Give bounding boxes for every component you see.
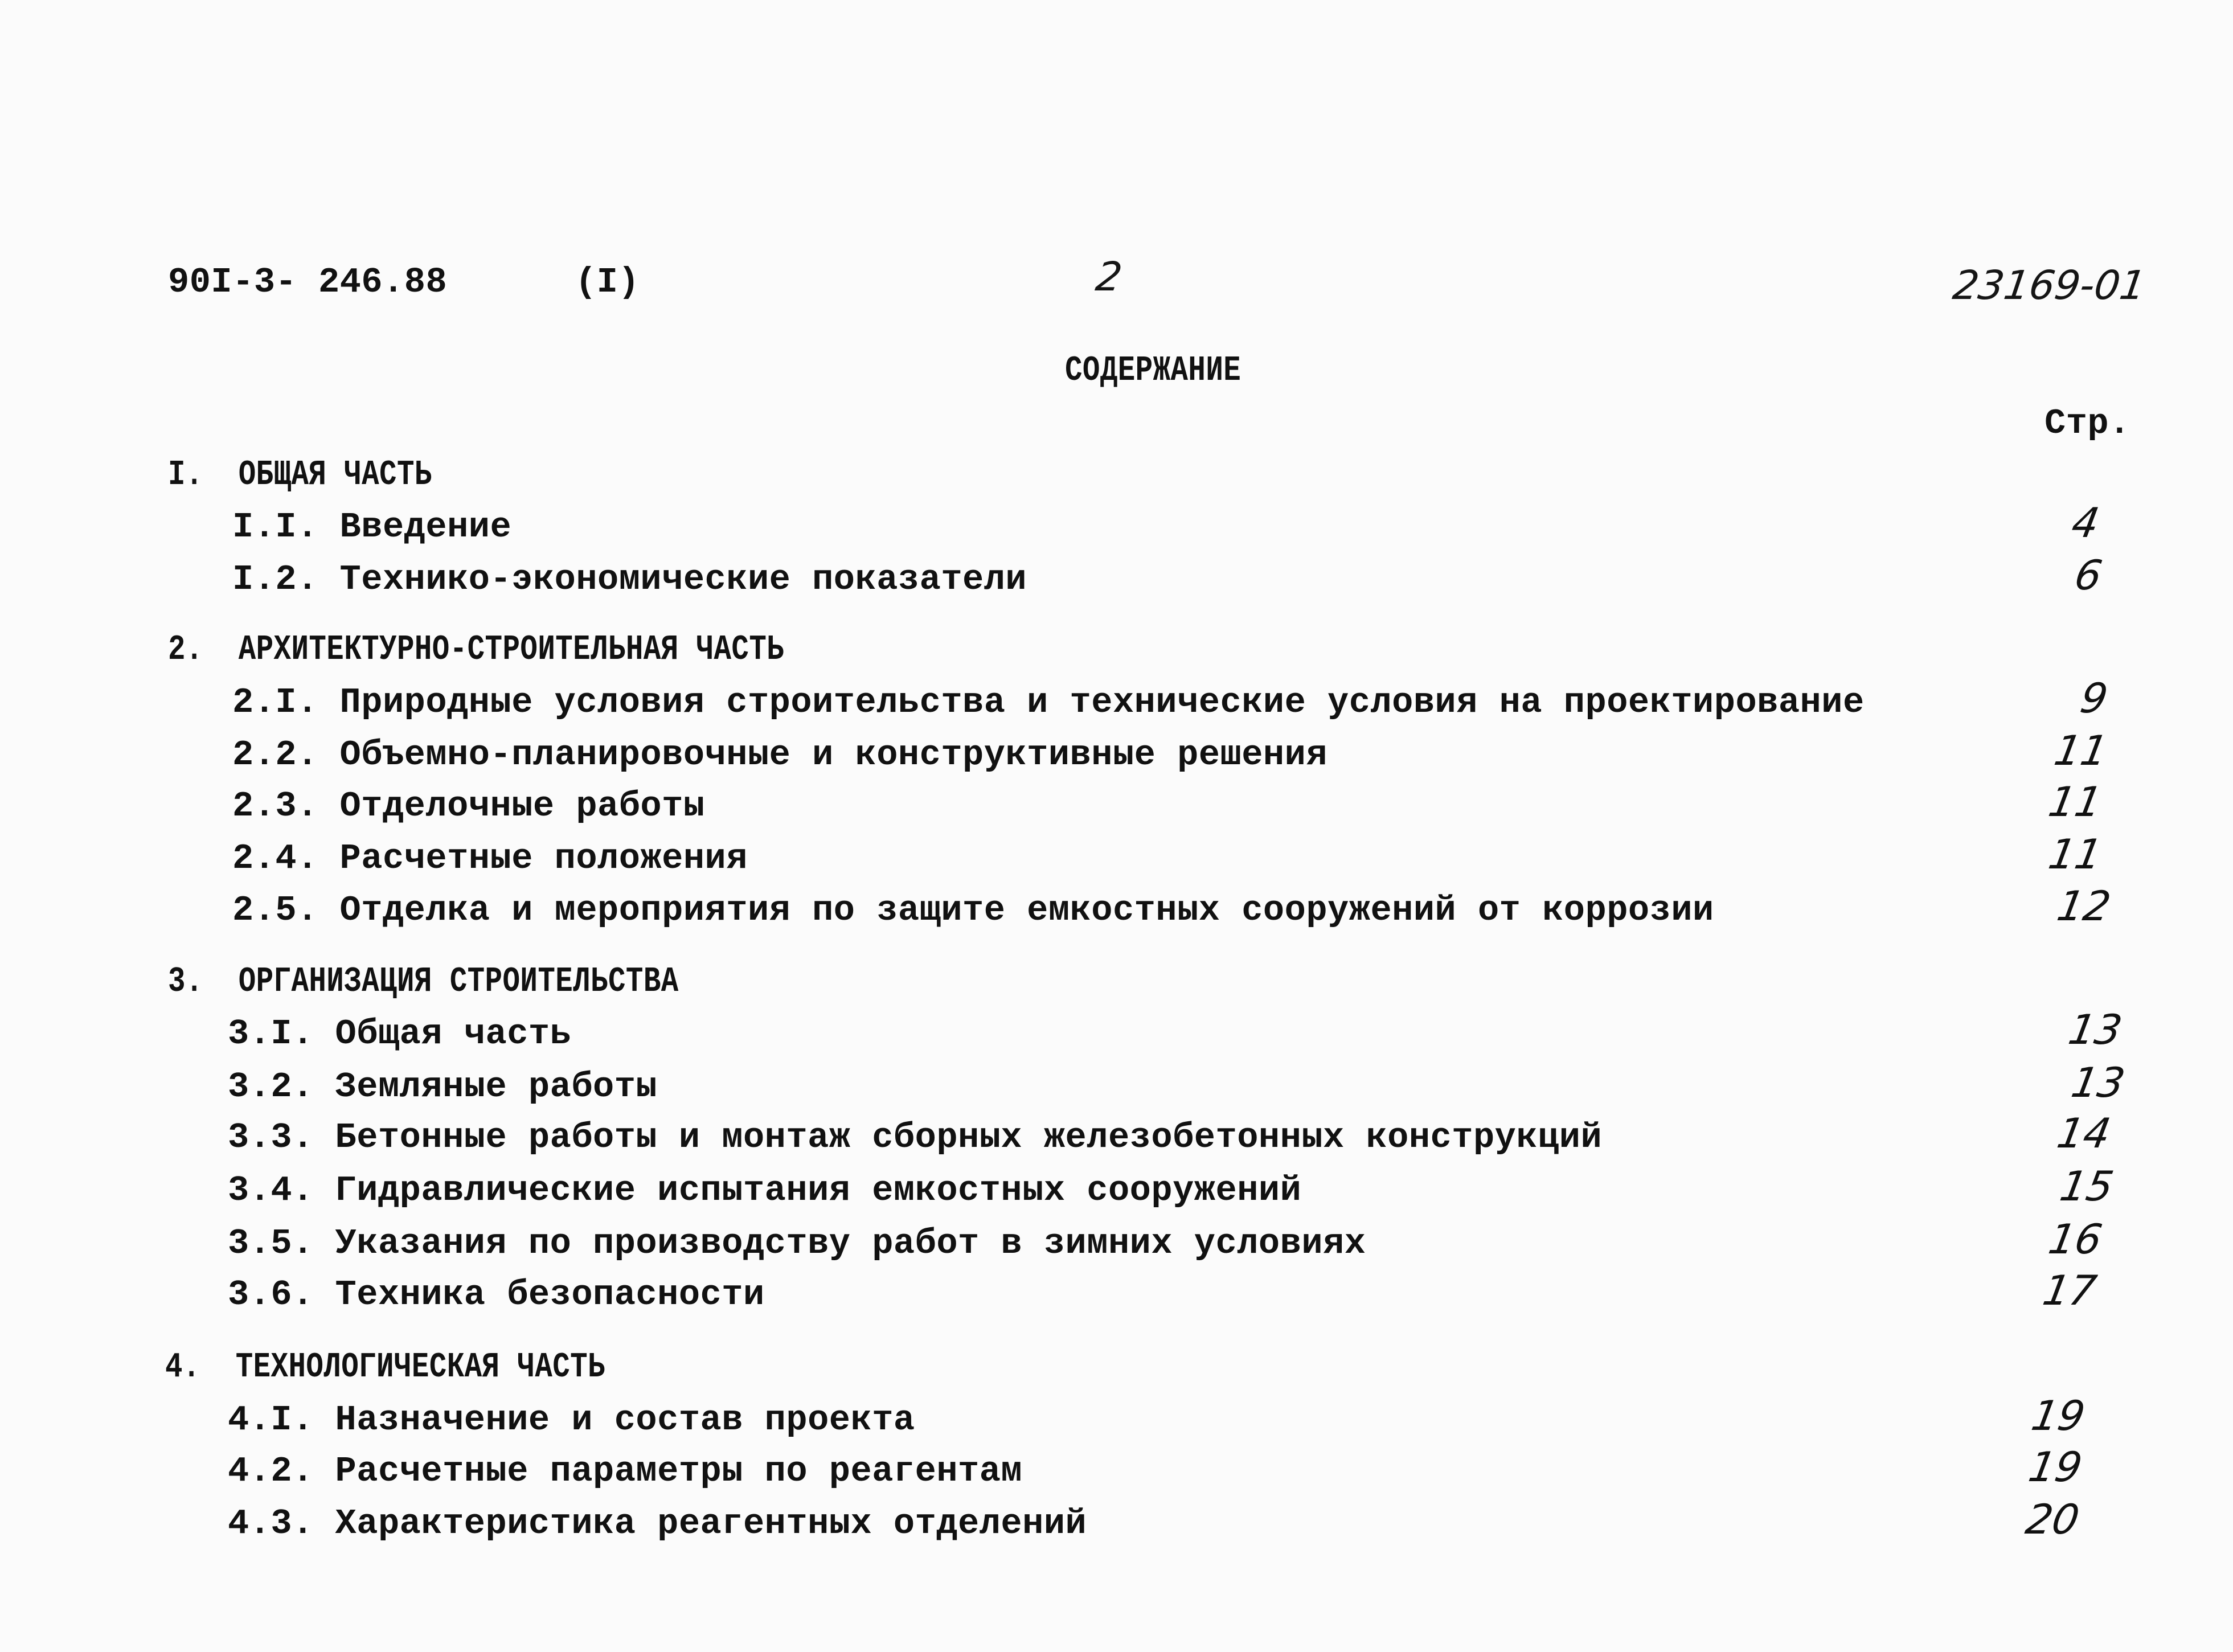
toc-item xyxy=(228,1008,571,1060)
item-title: Характеристика реагентных отделений xyxy=(335,1503,1087,1544)
item-number: 4.3. xyxy=(228,1503,314,1544)
toc-item xyxy=(228,1445,1022,1498)
item-page-number: 19 xyxy=(2025,1443,2086,1491)
item-number: 3.6. xyxy=(228,1274,314,1315)
item-page-number: 9 xyxy=(2076,674,2112,722)
toc-item xyxy=(232,729,1327,781)
section-number: 2. xyxy=(168,629,203,670)
item-title: Отделка и мероприятия по защите емкостных сооружений от коррозии xyxy=(339,890,1714,930)
page-number: 2 xyxy=(1093,253,1125,300)
section-heading xyxy=(168,956,679,1008)
item-number: 2.2. xyxy=(232,735,318,775)
section-title: ТЕХНОЛОГИЧЕСКАЯ ЧАСТЬ xyxy=(235,1347,605,1387)
doc-code: 90I-3- 246.88 xyxy=(168,262,448,302)
item-page-number: 19 xyxy=(2027,1392,2089,1440)
item-title: Расчетные положения xyxy=(339,838,748,879)
item-number: 2.3. xyxy=(232,786,318,826)
item-number: 3.2. xyxy=(228,1067,314,1107)
item-title: Введение xyxy=(339,507,512,547)
item-title: Техника безопасности xyxy=(335,1274,765,1315)
toc-item xyxy=(228,1394,915,1446)
item-page-number: 11 xyxy=(2044,778,2106,826)
item-number: 3.3. xyxy=(228,1117,314,1158)
item-page-number: 13 xyxy=(2064,1006,2126,1053)
item-number: 3.4. xyxy=(228,1170,314,1211)
section-title: ОРГАНИЗАЦИЯ СТРОИТЕЛЬСТВА xyxy=(238,961,679,1002)
item-page-number: 17 xyxy=(2039,1266,2100,1314)
item-page-number: 14 xyxy=(2053,1109,2115,1157)
item-title: Гидравлические испытания емкостных сооружений xyxy=(335,1170,1302,1211)
section-number: 4. xyxy=(165,1347,200,1387)
archive-number: 23169-01 xyxy=(1950,262,2149,309)
toc-item xyxy=(232,501,511,554)
item-number: 4.I. xyxy=(228,1400,314,1440)
item-number: 3.I. xyxy=(228,1014,314,1054)
toc-item xyxy=(232,780,705,833)
toc-item xyxy=(228,1269,765,1321)
section-title: АРХИТЕКТУРНО-СТРОИТЕЛЬНАЯ ЧАСТЬ xyxy=(238,629,785,670)
page-column-label: Стр. xyxy=(2044,403,2130,444)
item-page-number: 20 xyxy=(2022,1495,2083,1543)
toc-item xyxy=(232,554,1027,606)
toc-item xyxy=(228,1165,1301,1217)
toc-item xyxy=(228,1061,657,1113)
item-title: Назначение и состав проекта xyxy=(335,1400,915,1440)
item-page-number: 15 xyxy=(2056,1162,2117,1210)
section-heading xyxy=(168,624,784,676)
item-number: 2.5. xyxy=(232,890,318,930)
item-number: 4.2. xyxy=(228,1451,314,1491)
item-title: Природные условия строительства и технические условия на проектирование xyxy=(339,682,1865,723)
item-page-number: 16 xyxy=(2044,1215,2106,1263)
item-number: 2.I. xyxy=(232,682,318,723)
section-title: ОБЩАЯ ЧАСТЬ xyxy=(238,454,432,495)
item-title: Земляные работы xyxy=(335,1067,658,1107)
item-number: I.I. xyxy=(232,507,318,547)
section-number: I. xyxy=(168,454,203,495)
item-page-number: 4 xyxy=(2068,499,2103,547)
section-heading xyxy=(165,1341,605,1393)
item-title: Бетонные работы и монтаж сборных железобетонных конструкций xyxy=(335,1117,1603,1158)
section-number: 3. xyxy=(168,961,203,1002)
volume-number: (I) xyxy=(575,262,640,302)
toc-item xyxy=(228,1112,1602,1164)
item-number: I.2. xyxy=(232,559,318,600)
toc-item xyxy=(228,1498,1087,1550)
item-title: Объемно-планировочные и конструктивные решения xyxy=(339,735,1328,775)
item-title: Расчетные параметры по реагентам xyxy=(335,1451,1023,1491)
item-title: Общая часть xyxy=(335,1014,572,1054)
section-heading xyxy=(168,449,432,501)
item-number: 3.5. xyxy=(228,1223,314,1264)
item-page-number: 12 xyxy=(2053,882,2115,930)
toc-item xyxy=(228,1218,1366,1270)
item-number: 2.4. xyxy=(232,838,318,879)
item-title: Технико-экономические показатели xyxy=(339,559,1027,600)
item-title: Указания по производству работ в зимних условиях xyxy=(335,1223,1366,1264)
item-page-number: 11 xyxy=(2050,727,2112,774)
toc-item xyxy=(232,677,1865,729)
item-page-number: 6 xyxy=(2071,551,2106,599)
item-page-number: 13 xyxy=(2067,1059,2129,1106)
item-title: Отделочные работы xyxy=(339,786,705,826)
toc-title: СОДЕРЖАНИЕ xyxy=(1065,350,1242,391)
toc-item xyxy=(232,884,1714,937)
item-page-number: 11 xyxy=(2044,830,2106,878)
toc-item xyxy=(232,833,748,885)
